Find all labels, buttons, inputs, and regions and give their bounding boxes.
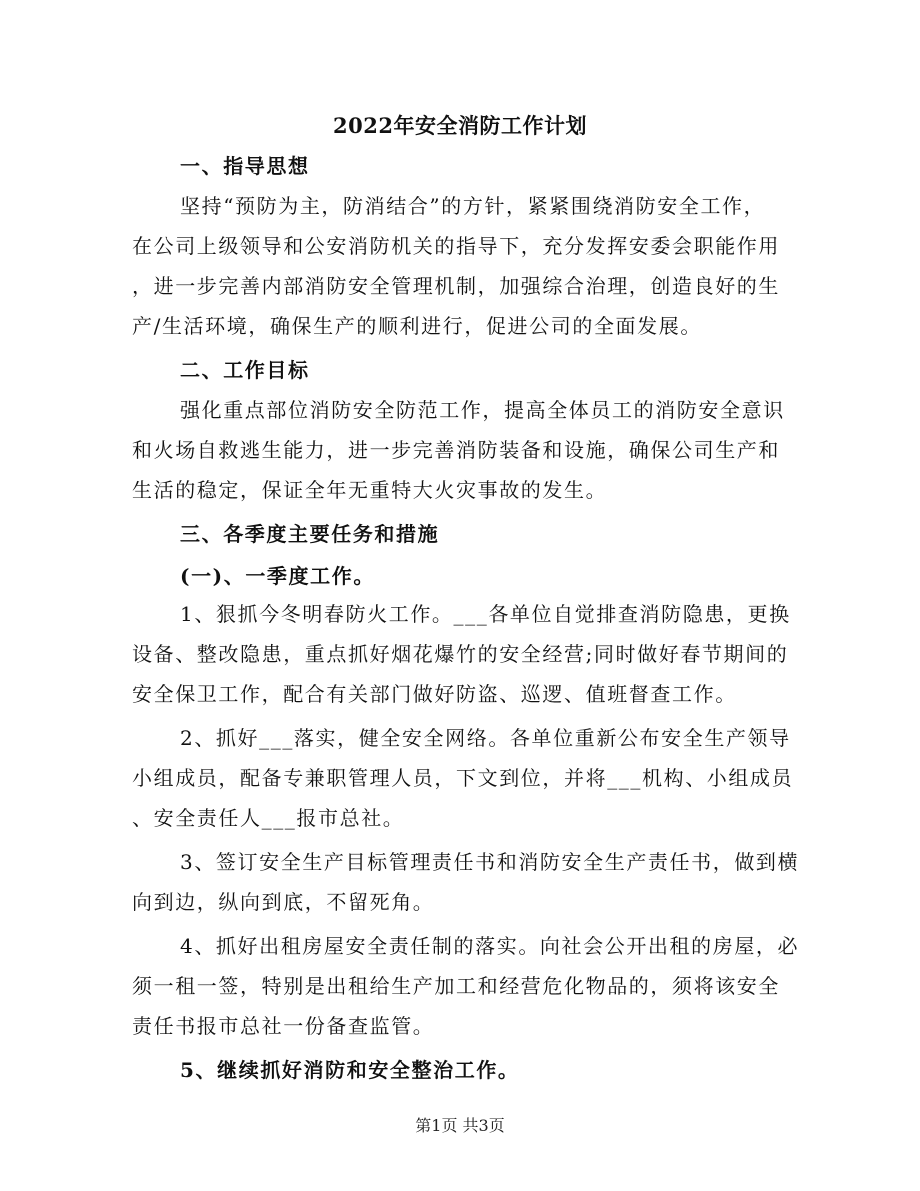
paragraph-line: 强化重点部位消防安全防范工作，提高全体员工的消防安全意识 [180, 398, 785, 422]
document-title: 2022年安全消防工作计划 [333, 113, 587, 138]
item-line: 设备、整改隐患，重点抓好烟花爆竹的安全经营;同时做好春节期间的 [132, 642, 789, 666]
paragraph-line: 和火场自救逃生能力，进一步完善消防装备和设施，确保公司生产和 [132, 438, 780, 462]
section-heading-guiding-ideology: 一、指导思想 [180, 154, 310, 178]
paragraph-line: 产/生活环境，确保生产的顺利进行，促进公司的全面发展。 [132, 314, 702, 338]
paragraph-line: ，进一步完善内部消防安全管理机制，加强综合治理，创造良好的生 [132, 274, 780, 298]
page-number-footer: 第1页 共3页 [415, 1116, 505, 1135]
item-heading-fire-safety-rectification: 5、继续抓好消防和安全整治工作。 [180, 1058, 520, 1082]
item-line: 责任书报市总社一份备查监管。 [132, 1014, 435, 1038]
section-heading-work-goals: 二、工作目标 [180, 358, 310, 382]
item-line: 须一租一签，特别是出租给生产加工和经营危化物品的，须将该安全 [132, 974, 780, 998]
item-line: 向到边，纵向到底，不留死角。 [132, 890, 435, 914]
item-line: 2、抓好___落实，健全安全网络。各单位重新公布安全生产领导 [180, 726, 791, 750]
paragraph-line: 生活的稳定，保证全年无重特大火灾事故的发生。 [132, 478, 608, 502]
subsection-heading-q1: (一)、一季度工作。 [180, 564, 375, 588]
section-heading-quarterly-tasks: 三、各季度主要任务和措施 [180, 522, 440, 546]
paragraph-line: 坚持“预防为主，防消结合”的方针，紧紧围绕消防安全工作， [180, 194, 766, 218]
item-line: 小组成员，配备专兼职管理人员，下文到位，并将___机构、小组成员 [132, 766, 794, 790]
item-line: 、安全责任人___报市总社。 [132, 806, 405, 830]
item-line: 1、狠抓今冬明春防火工作。___各单位自觉排查消防隐患，更换 [180, 602, 791, 626]
item-line: 3、签订安全生产目标管理责任书和消防安全生产责任书，做到横 [180, 850, 800, 874]
item-line: 4、抓好出租房屋安全责任制的落实。向社会公开出租的房屋，必 [180, 934, 800, 958]
paragraph-line: 在公司上级领导和公安消防机关的指导下，充分发挥安委会职能作用 [132, 234, 780, 258]
item-line: 安全保卫工作，配合有关部门做好防盗、巡逻、值班督查工作。 [132, 682, 737, 706]
